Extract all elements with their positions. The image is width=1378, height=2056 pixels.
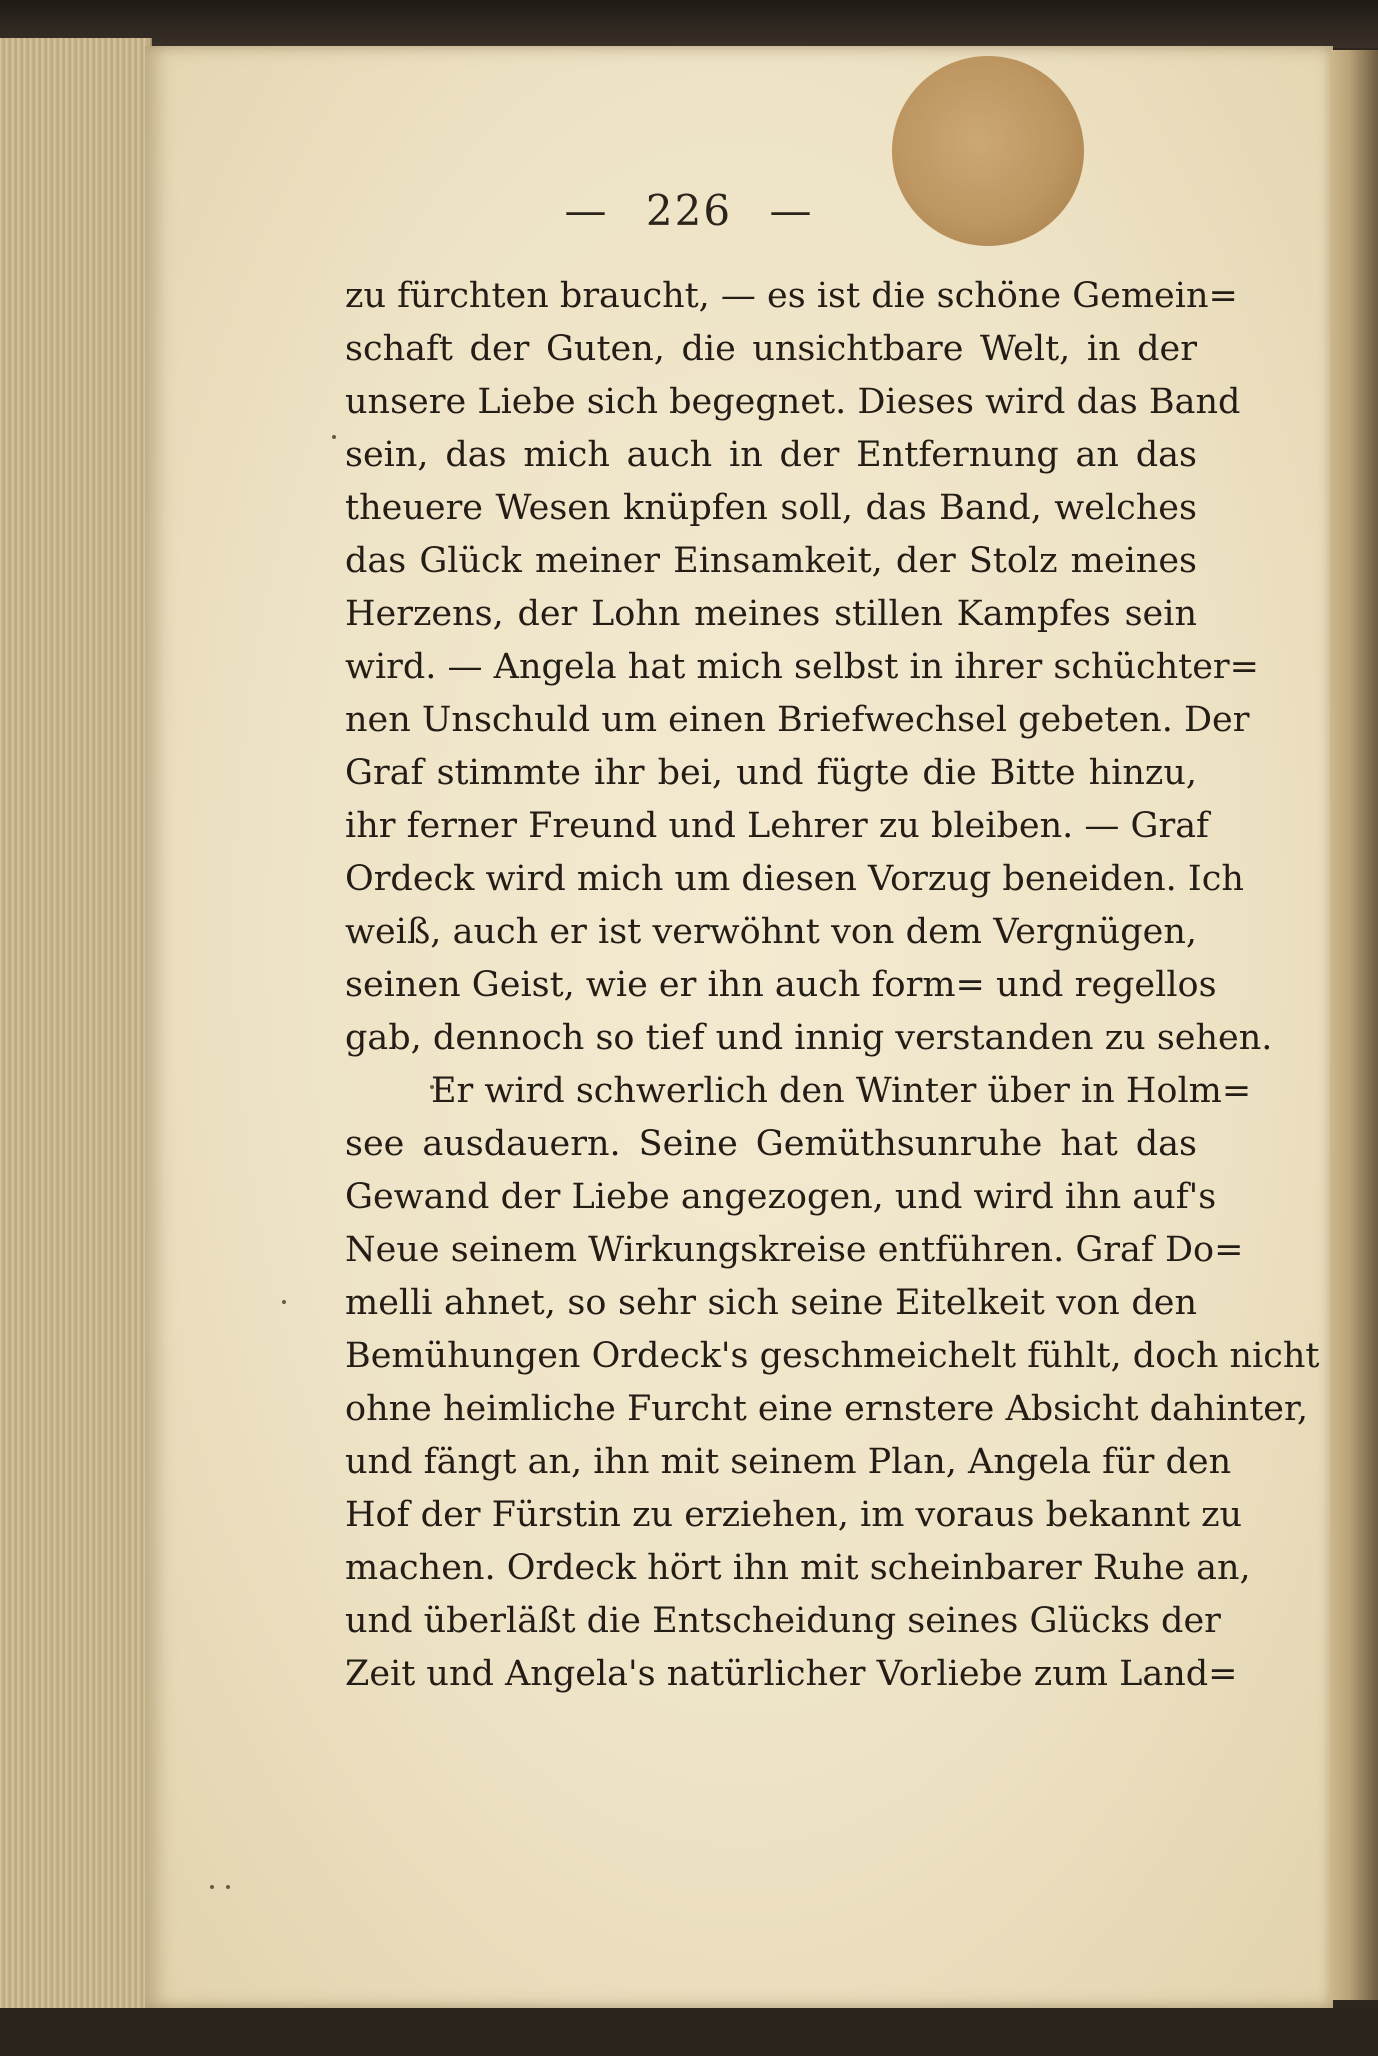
body-text [345,270,1320,1701]
text-line: und überläßt die Entscheidung seines Glücks der [345,1601,1221,1641]
header-dash-left: — [564,186,609,235]
page-number-header [0,186,1378,235]
book-cover-top [0,0,1378,48]
text-line: sein, das mich auch in der Entfernung an das [345,435,1197,475]
page-block-edges [0,38,152,2013]
text-line: das Glück meiner Einsamkeit, der Stolz meines [345,541,1197,581]
text-line: Graf stimmte ihr bei, und fügte die Bitte hinzu, [345,753,1197,793]
text-line: weiß, auch er ist verwöhnt von dem Vergnügen, [345,912,1197,952]
text-line: wird. — Angela hat mich selbst in ihrer schüchter= [345,647,1259,687]
text-line: theuere Wesen knüpfen soll, das Band, welches [345,488,1197,528]
page-gutter-right [1330,50,1378,2000]
book-cover-bottom [0,2008,1378,2056]
text-line: nen Unschuld um einen Briefwechsel gebeten. Der [345,700,1250,740]
text-line: ihr ferner Freund und Lehrer zu bleiben. — Graf [345,806,1210,846]
text-line: machen. Ordeck hört ihn mit scheinbarer Ruhe an, [345,1548,1251,1588]
text-line: seinen Geist, wie er ihn auch form= und regellos [345,965,1217,1005]
text-line: Hof der Fürstin zu erziehen, im voraus bekannt zu [345,1495,1243,1535]
text-line: zu fürchten braucht, — es ist die schöne Gemein= [345,276,1238,316]
text-line: unsere Liebe sich begegnet. Dieses wird das Band [345,382,1241,422]
text-line: melli ahnet, so sehr sich seine Eitelkeit von den [345,1283,1197,1323]
text-line: Gewand der Liebe angezogen, und wird ihn auf's [345,1177,1217,1217]
text-line: Bemühungen Ordeck's geschmeichelt fühlt, doch nicht [345,1336,1320,1376]
text-line: gab, dennoch so tief und innig verstanden zu sehen. [345,1018,1273,1058]
text-line: ohne heimliche Furcht eine ernstere Absicht dahinter, [345,1389,1308,1429]
text-line: Er wird schwerlich den Winter über in Holm= [431,1071,1252,1111]
text-line: Zeit und Angela's natürlicher Vorliebe zum Land= [345,1654,1238,1694]
header-dash-right: — [769,186,814,235]
text-line: Ordeck wird mich um diesen Vorzug beneiden. Ich [345,859,1244,899]
text-line: Neue seinem Wirkungskreise entführen. Graf Do= [345,1230,1244,1270]
page-number: 226 [645,186,733,235]
text-line: Herzens, der Lohn meines stillen Kampfes sein [345,594,1197,634]
text-line: und fängt an, ihn mit seinem Plan, Angela für den [345,1442,1232,1482]
text-line: see ausdauern. Seine Gemüthsunruhe hat das [345,1124,1197,1164]
text-line: schaft der Guten, die unsichtbare Welt, in der [345,329,1197,369]
